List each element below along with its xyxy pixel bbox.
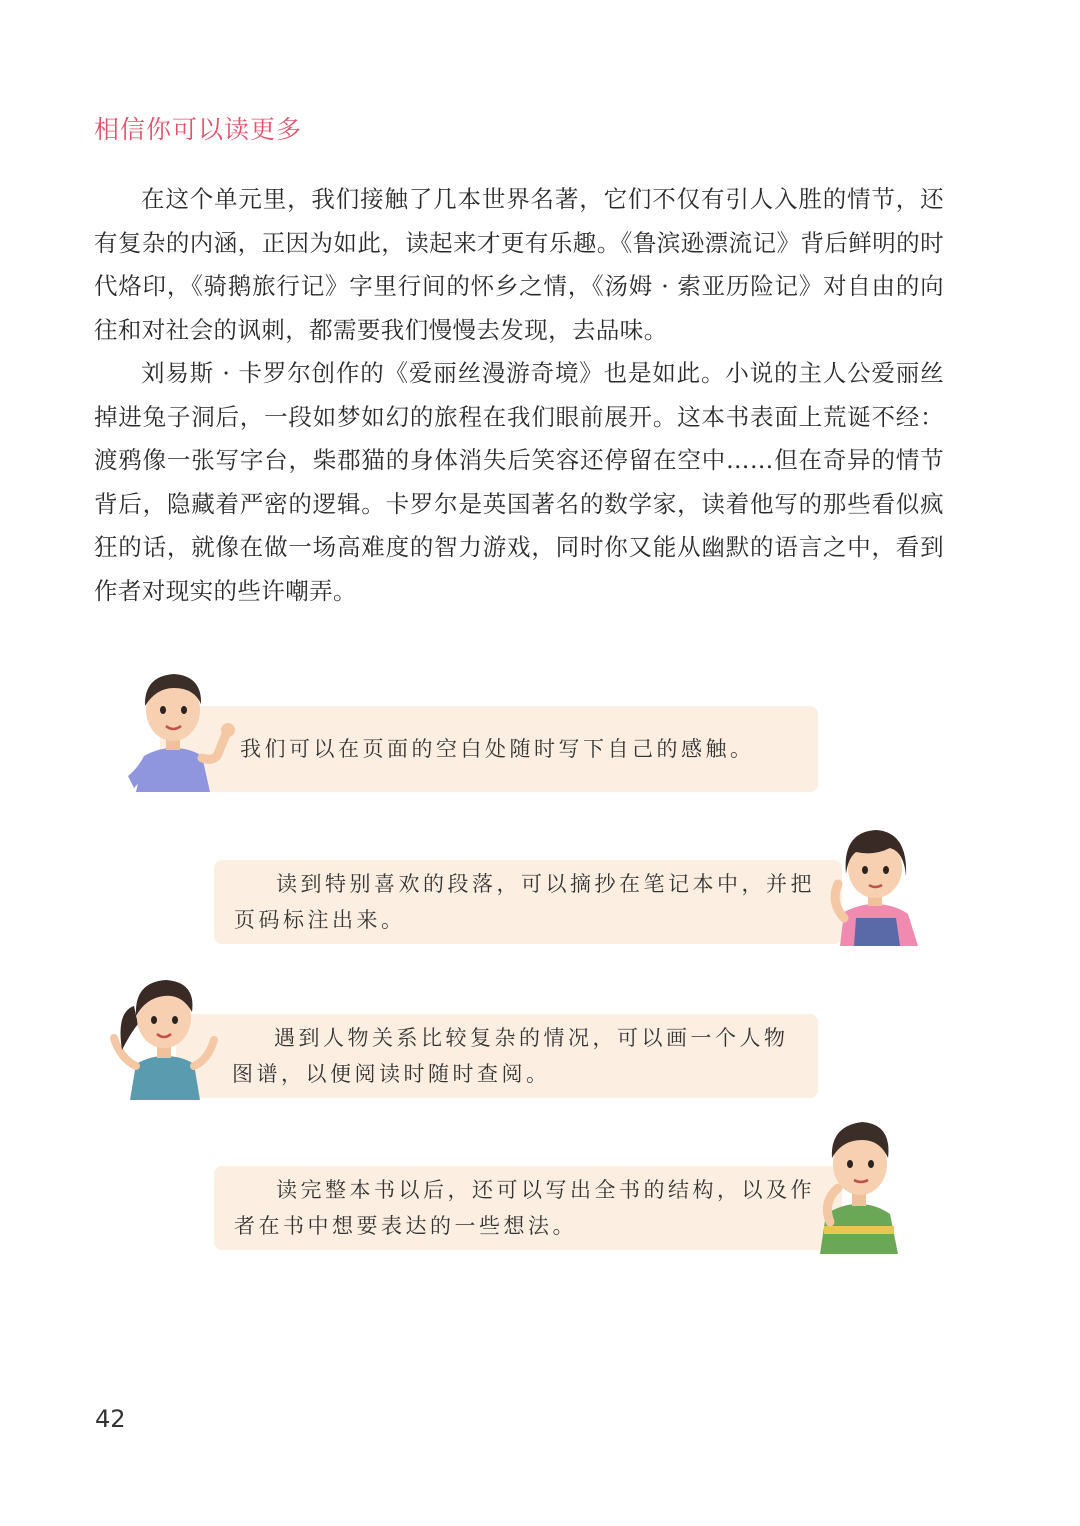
paragraph: 在这个单元里，我们接触了几本世界名著，它们不仅有引人入胜的情节，还有复杂的内涵，正因为如此，读起来才更有乐趣。《鲁滨逊漂流记》背后鲜明的时代烙印，《骑鹅旅行记》字里行间的怀乡之情，《汤姆 · 索亚历险记》对自由的向往和对社会的讽刺，都需要我们慢慢去发现，去品味。 (94, 185, 944, 344)
ponytail-girl-illustration (104, 972, 228, 1100)
page-number: 42 (95, 1405, 126, 1433)
tip-text: 遇到人物关系比较复杂的情况，可以画一个人物图谱，以便阅读时随时查阅。 (232, 1026, 789, 1086)
boy-illustration (118, 664, 248, 794)
body-text (94, 178, 944, 613)
tip-bubble (214, 860, 842, 944)
tip-text: 读到特别喜欢的段落，可以摘抄在笔记本中，并把页码标注出来。 (234, 872, 815, 932)
thinking-boy-illustration (808, 1114, 908, 1254)
tip-text: 读完整本书以后，还可以写出全书的结构，以及作者在书中想要表达的一些想法。 (234, 1178, 815, 1238)
paragraph: 刘易斯 · 卡罗尔创作的《爱丽丝漫游奇境》也是如此。小说的主人公爱丽丝掉进兔子洞后，一段如梦如幻的旅程在我们眼前展开。这本书表面上荒诞不经：渡鸦像一张写字台，柴郡猫的身体消失后笑容还停留在空中……但在奇异的情节背后，隐藏着严密的逻辑。卡罗尔是英国著名的数学家，读着他写的那些看似疯狂的话，就像在做一场高难度的智力游戏，同时你又能从幽默的语言之中，看到作者对现实的些许嘲弄。 (94, 359, 944, 605)
girl-illustration (808, 822, 938, 946)
tip-bubble (214, 1166, 842, 1250)
tip-bubble (176, 1014, 818, 1098)
section-title: 相信你可以读更多 (94, 115, 303, 144)
tip-text: 我们可以在页面的空白处随时写下自己的感触。 (240, 737, 755, 761)
tip-bubble (160, 706, 818, 792)
